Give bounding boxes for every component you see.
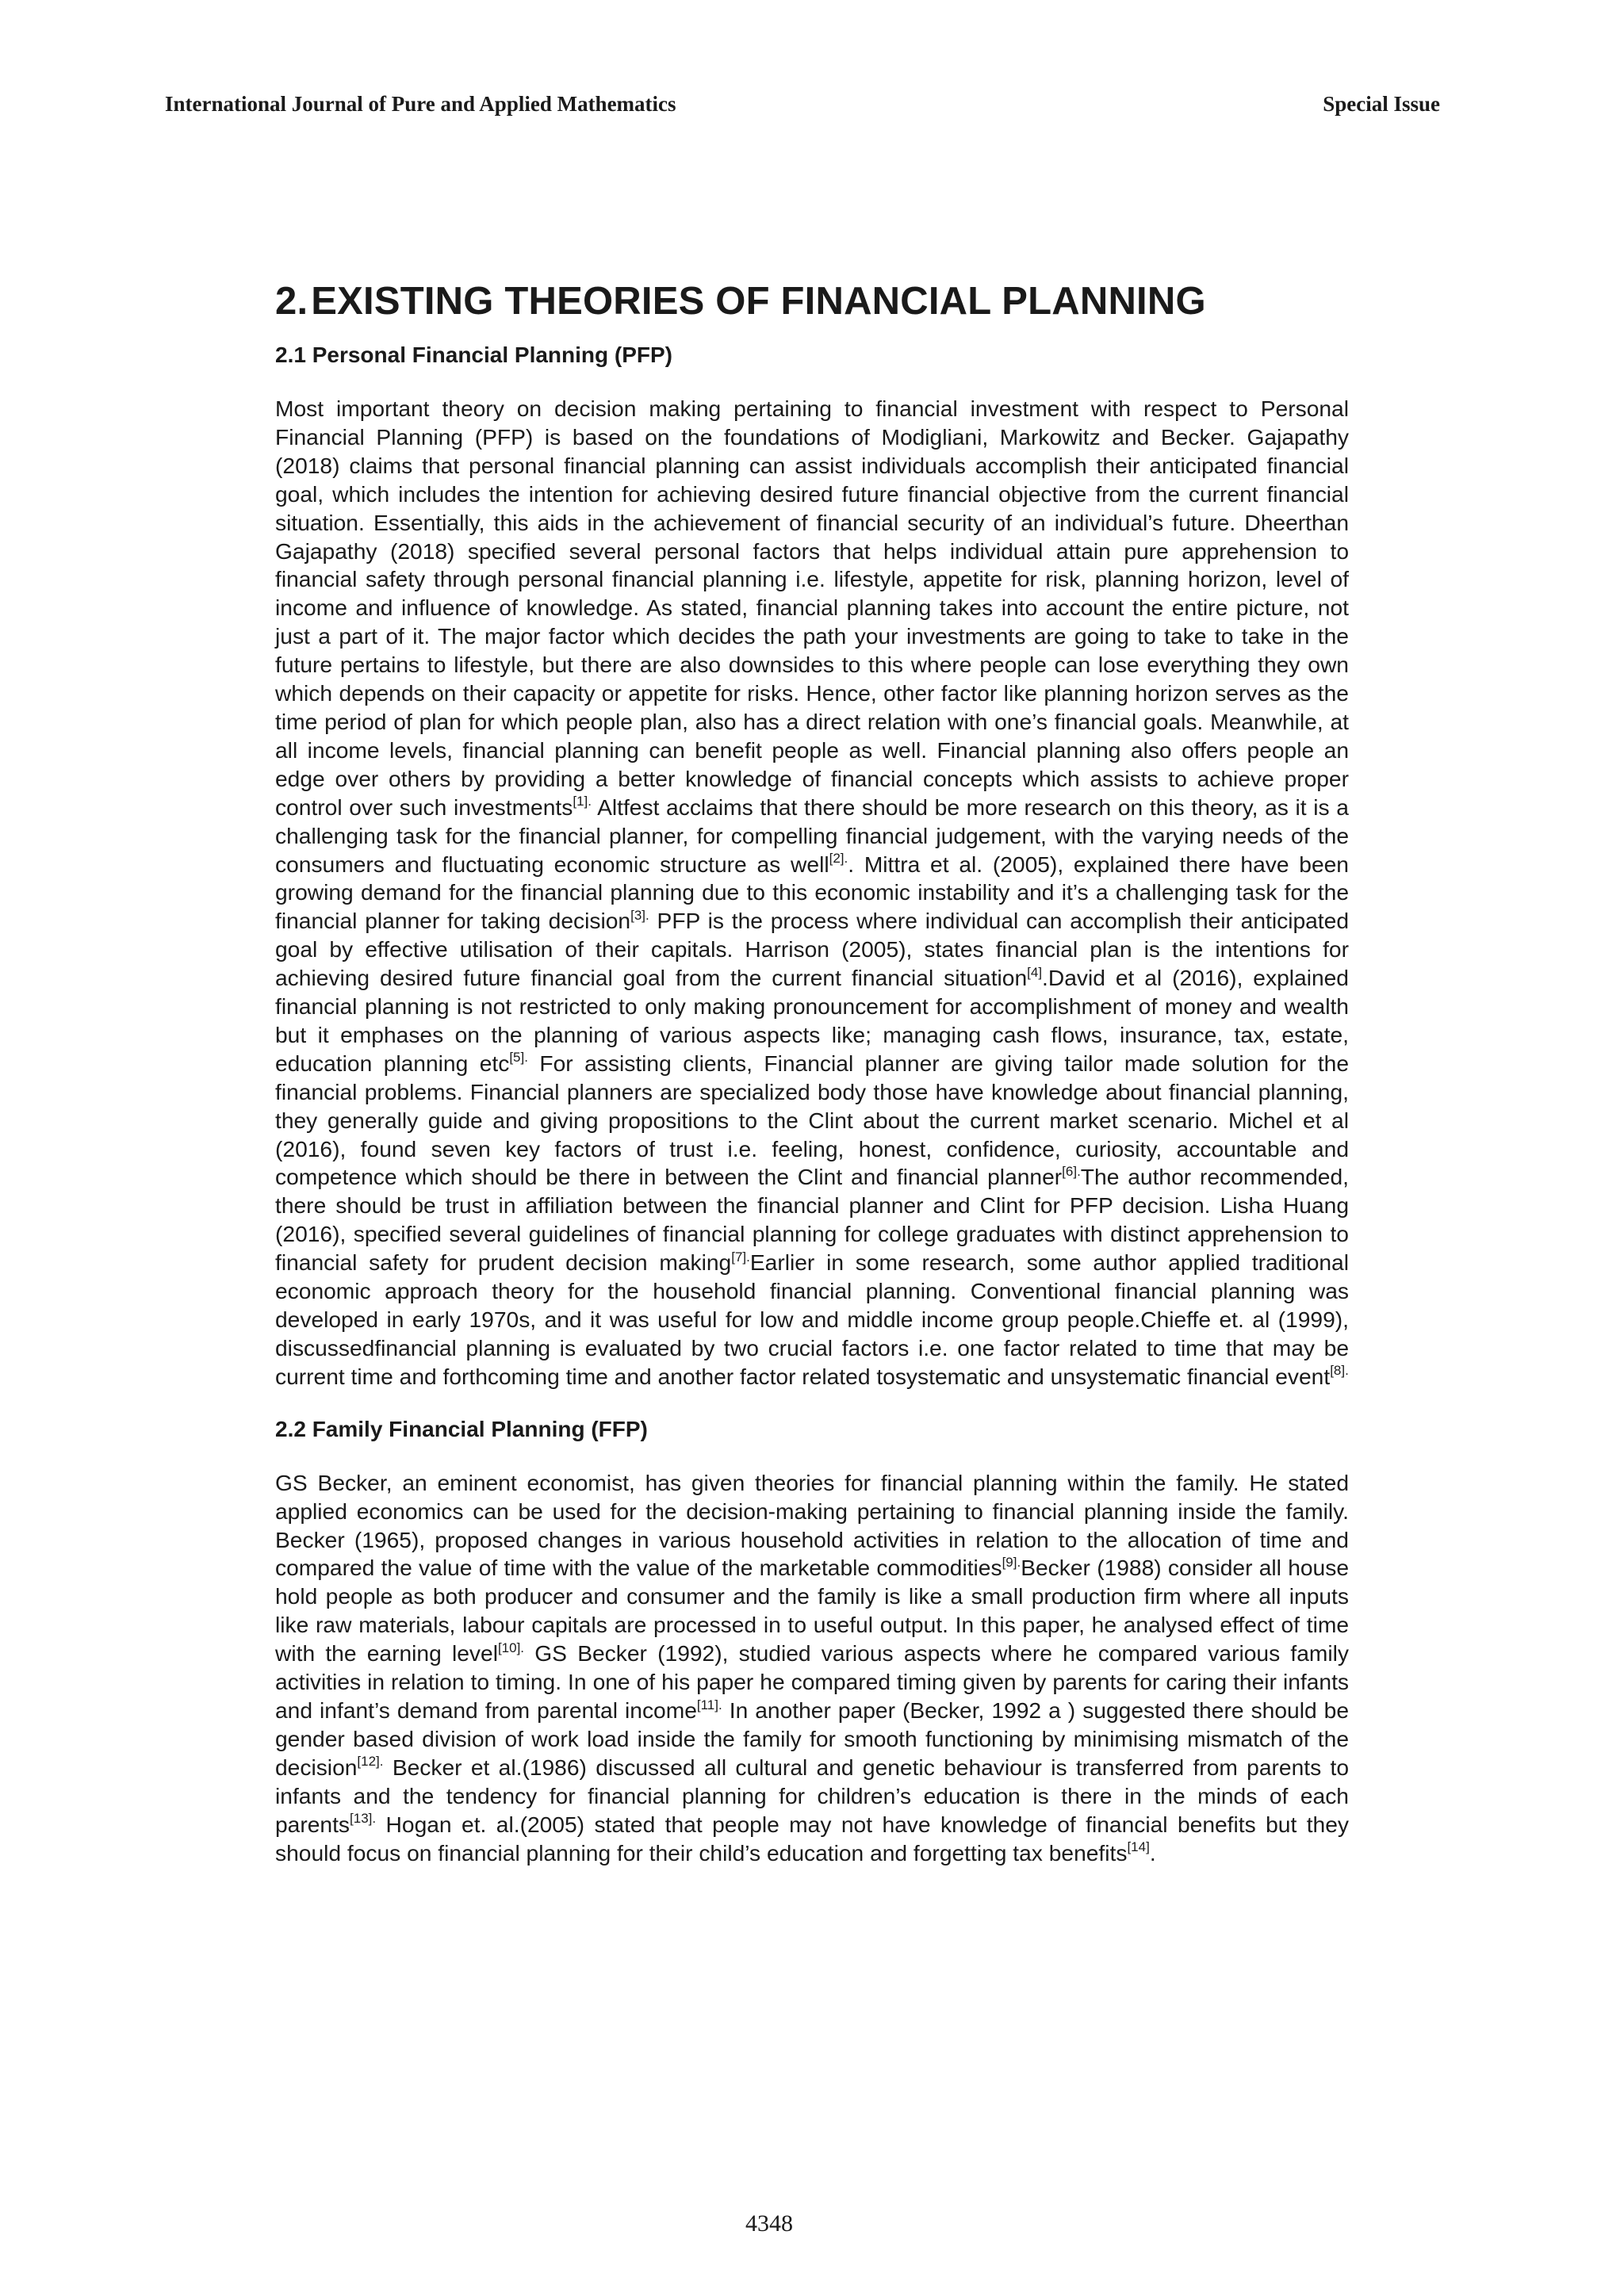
ffp-run-5: Hogan et. al.(2005) stated that people may not have knowledge of financial benefits but they should focus on financial planning for their child’s education and forgetting tax benefits (275, 1811, 1349, 1866)
citation-12: [12]. (357, 1754, 384, 1770)
ffp-run-0: GS Becker, an eminent economist, has given theories for financial planning within the family. He stated applied economics can be used for the decision-making pertaining to financial planning inside the family. Becker (1965), proposed changes in various household activities in relation to the allocation of time and compared the value of time with the value of the marketable commodities (275, 1469, 1349, 1581)
section-title-text: EXISTING THEORIES OF FINANCIAL PLANNING (311, 280, 1206, 323)
citation-1: [1]. (573, 794, 592, 809)
paragraph-pfp (275, 395, 1349, 1391)
section-heading (275, 279, 1349, 323)
citation-5: [5]. (509, 1050, 528, 1066)
citation-13: [13]. (350, 1811, 377, 1827)
pfp-run-2: . Mittra et al. (2005), explained there have been growing demand for the financial planning due to this economic instability and it’s a challenging task for the financial planner for taking decision (275, 851, 1349, 934)
journal-title: International Journal of Pure and Applied Mathematics (165, 92, 676, 116)
ffp-run-6: . (1149, 1839, 1156, 1866)
citation-14: [14] (1127, 1839, 1150, 1855)
issue-label: Special Issue (1323, 92, 1440, 116)
article-body (275, 279, 1349, 1892)
citation-8: [8]. (1330, 1363, 1349, 1379)
pfp-run-5: For assisting clients, Financial planner are giving tailor made solution for the financial problems. Financial planners are specialized body those have knowledge about financial planning, they generally guide and giving propositions to the Clint about the current market scenario. Michel et al (2016), found seven key factors of trust i.e. feeling, honest, confidence, curiosity, accountable and competence which should be there in between the Clint and financial planner (275, 1050, 1349, 1190)
pfp-run-0: Most important theory on decision making pertaining to financial investment with respect to Personal Financial Planning (PFP) is based on the foundations of Modigliani, Markowitz and Becker. Gajapathy (2018) claims that personal financial planning can assist individuals accomplish their anticipated financial goal, which includes the intention for achieving desired future financial objective from the current financial situation. Essentially, this aids in the achievement of financial security of an individual’s future. Dheerthan Gajapathy (2018) specified several personal factors that helps individual attain pure apprehension to financial safety through personal financial planning i.e. lifestyle, appetite for risk, planning horizon, level of income and influence of knowledge. As stated, financial planning takes into account the entire picture, not just a part of it. The major factor which decides the path your investments are going to take to take in the future pertains to lifestyle, but there are also downsides to this where people can lose everything they own which depends on their capacity or appetite for risks. Hence, other factor like planning horizon serves as the time period of plan for which people plan, also has a direct relation with one’s financial goals. Meanwhile, at all income levels, financial planning can benefit people as well. Financial planning also offers people an edge over others by providing a better knowledge of financial concepts which assists to achieve proper control over such investments (275, 396, 1349, 820)
citation-2: [2]. (829, 851, 848, 867)
ffp-run-3: In another paper (Becker, 1992 a ) suggested there should be gender based division of work load inside the family for smooth functioning by minimising mismatch of the decision (275, 1697, 1349, 1780)
citation-9: [9]. (1002, 1555, 1021, 1571)
citation-7: [7]. (731, 1249, 750, 1265)
paragraph-ffp (275, 1469, 1349, 1868)
subsection-heading-ffp: 2.2 Family Financial Planning (FFP) (275, 1416, 648, 1441)
page-number: 4348 (745, 2210, 793, 2237)
subsection-heading-pfp: 2.1 Personal Financial Planning (PFP) (275, 342, 673, 367)
pfp-run-6: The author recommended, there should be trust in affiliation between the financial planner and Clint for PFP decision. Lisha Huang (2016), specified several guidelines of financial planning for college graduates with distinct apprehension to financial safety for prudent decision making (275, 1164, 1349, 1276)
pfp-run-7: Earlier in some research, some author applied traditional economic approach theory for the household financial planning. Conventional financial planning was developed in early 1970s, and it was useful for low and middle income group people.Chieffe et. al (1999), discussedfinancial planning is evaluated by two crucial factors i.e. one factor related to time that may be current time and forthcoming time and another factor related tosystematic and unsystematic financial event (275, 1249, 1349, 1389)
citation-6: [6]. (1062, 1164, 1081, 1180)
citation-11: [11]. (696, 1697, 722, 1712)
ffp-run-4: Becker et al.(1986) discussed all cultural and genetic behaviour is transferred from parents to infants and the tendency for financial planning for children’s education is there in the minds of each parents (275, 1754, 1349, 1837)
citation-10: [10]. (497, 1640, 525, 1655)
section-number: 2. (275, 280, 308, 323)
citation-3: [3]. (630, 907, 649, 923)
ffp-run-2: GS Becker (1992), studied various aspects where he compared various family activities in relation to timing. In one of his paper he compared timing given by parents for caring their infants and infant’s demand from parental income (275, 1640, 1349, 1723)
pfp-run-4: .David et al (2016), explained financial planning is not restricted to only making pronouncement for accomplishment of money and wealth but it emphases on the planning of various aspects like; managing cash flows, insurance, tax, estate, education planning etc (275, 965, 1349, 1076)
pfp-run-3: PFP is the process where individual can accomplish their anticipated goal by effective utilisation of their capitals. Harrison (2005), states financial plan is the intentions for achieving desired future financial goal from the current financial situation (275, 908, 1349, 991)
citation-4: [4] (1027, 964, 1043, 980)
pfp-run-1: Altfest acclaims that there should be more research on this theory, as it is a challenging task for the financial planner, for compelling financial judgement, with the varying needs of the consumers and fluctuating economic structure as well (275, 794, 1349, 877)
ffp-run-1: Becker (1988) consider all house hold people as both producer and consumer and the family is like a small production firm where all inputs like raw materials, labour capitals are processed in to useful output. In this paper, he analysed effect of time with the earning level (275, 1555, 1349, 1667)
